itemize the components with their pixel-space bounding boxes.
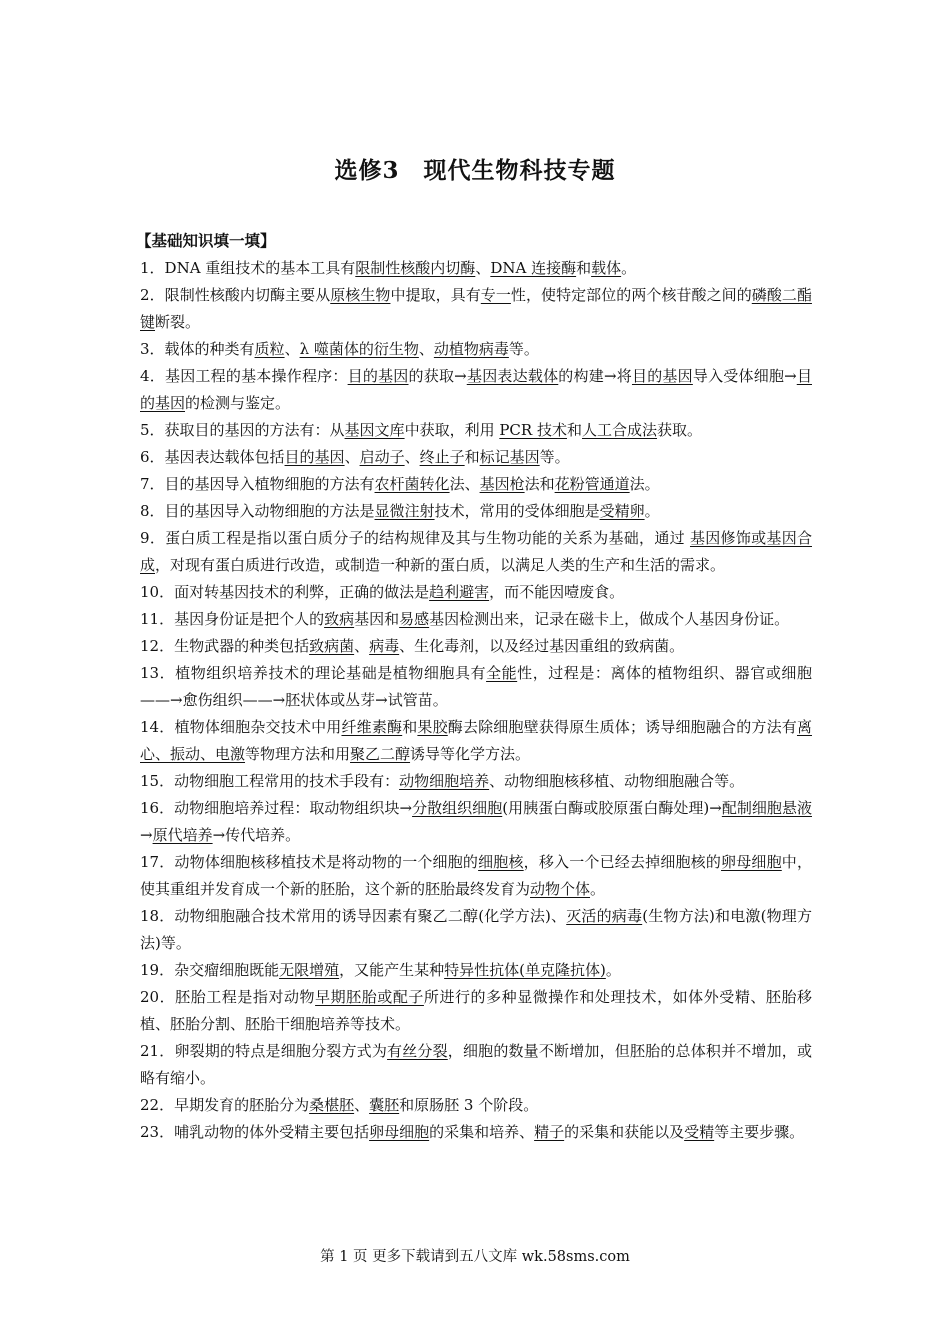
- fill-in-answer: 目的基因: [140, 367, 812, 412]
- item-text: 等。: [508, 340, 539, 358]
- list-item: [140, 768, 812, 795]
- fill-in-answer: 分散组织细胞: [412, 799, 503, 817]
- item-text: 的采集和培养、: [429, 1123, 535, 1141]
- fill-in-answer: DNA 连接酶: [490, 259, 577, 277]
- fill-in-answer: 目的基因: [631, 367, 693, 385]
- item-text: 6．基因表达载体包括: [140, 448, 285, 466]
- fill-in-answer: 动植物病毒: [433, 340, 509, 358]
- item-text: 16．动物细胞培养过程：取动物组织块→: [140, 799, 413, 817]
- item-text: 22．早期发育的胚胎分为: [140, 1096, 310, 1114]
- item-text: 4．基因工程的基本操作程序：: [140, 367, 348, 385]
- item-text: 17．动物体细胞核移植技术是将动物的一个细胞的: [140, 853, 479, 871]
- fill-in-answer: 基因表达载体: [466, 367, 559, 385]
- fill-in-answer: 易感: [399, 610, 430, 628]
- item-text: 、: [475, 259, 491, 277]
- item-text: 的获取→: [408, 367, 467, 385]
- item-text: 断裂。: [155, 313, 201, 331]
- fill-in-answer: 离心、振动、电激: [140, 718, 812, 763]
- item-text: ，又能产生某种: [339, 961, 445, 979]
- item-text: 18．动物细胞融合技术常用的诱导因素有聚乙二醇(化学方法)、: [140, 907, 567, 925]
- fill-in-answer: 细胞核: [478, 853, 524, 871]
- item-text: 。: [621, 259, 637, 277]
- item-text: 12．生物武器的种类包括: [140, 637, 310, 655]
- list-item: [140, 498, 812, 525]
- item-text: 、: [344, 448, 360, 466]
- item-text: 10．面对转基因技术的利弊，正确的做法是: [140, 583, 430, 601]
- list-item: [140, 471, 812, 498]
- fill-in-answer: 质粒: [254, 340, 285, 358]
- item-text: 的采集和获能以及: [564, 1123, 685, 1141]
- fill-in-answer: λ 噬菌体的衍生物: [299, 340, 419, 358]
- fill-in-answer: 标记基因: [479, 448, 540, 466]
- item-text: 和: [566, 421, 582, 439]
- item-text: 。: [590, 880, 606, 898]
- item-text: 、生化毒剂，以及经过基因重组的致病菌。: [399, 637, 685, 655]
- list-item: [140, 255, 812, 282]
- fill-in-answer: 聚乙二醇: [350, 745, 411, 763]
- item-text: 基因检测出来，记录在磁卡上，做成个人基因身份证。: [429, 610, 790, 628]
- fill-in-answer: 早期胚胎或配子: [315, 988, 424, 1006]
- item-text: 21．卵裂期的特点是细胞分裂方式为: [140, 1042, 388, 1060]
- fill-in-answer: 基因文库: [344, 421, 405, 439]
- list-item: [140, 363, 812, 417]
- question-list: [140, 255, 812, 1146]
- fill-in-answer: 目的基因: [284, 448, 345, 466]
- item-text: 中获取，利用: [404, 421, 500, 439]
- list-item: [140, 444, 812, 471]
- item-text: 性，过程是：离体的植物组织、器官或细胞——→愈伤组织——→胚状体或丛芽→试管苗。: [140, 664, 812, 709]
- fill-in-answer: 动物细胞培养: [399, 772, 490, 790]
- fill-in-answer: 全能: [486, 664, 518, 682]
- fill-in-answer: 受精卵: [599, 502, 645, 520]
- fill-in-answer: 动物个体: [530, 880, 591, 898]
- item-text: 7．目的基因导入植物细胞的方法有: [140, 475, 375, 493]
- fill-in-answer: 配制细胞悬液: [721, 799, 812, 817]
- item-text: 技术，常用的受体细胞是: [434, 502, 600, 520]
- list-item: [140, 660, 812, 714]
- list-item: [140, 336, 812, 363]
- list-item: [140, 984, 812, 1038]
- item-text: 。: [605, 961, 621, 979]
- fill-in-answer: 目的基因: [347, 367, 409, 385]
- fill-in-answer: 专一: [480, 286, 511, 304]
- fill-in-answer: 致病菌: [309, 637, 355, 655]
- list-item: [140, 714, 812, 768]
- item-text: 、: [404, 448, 420, 466]
- item-text: 、: [284, 340, 300, 358]
- item-text: 的构建→将: [558, 367, 632, 385]
- list-item: [140, 282, 812, 336]
- fill-in-answer: 基因枪: [479, 475, 525, 493]
- item-text: 3．载体的种类有: [140, 340, 255, 358]
- item-text: ，移入一个已经去掉细胞核的: [523, 853, 722, 871]
- item-text: 23．哺乳动物的体外受精主要包括: [140, 1123, 370, 1141]
- item-text: →传代培养。: [212, 826, 301, 844]
- fill-in-answer: 磷酸二酯键: [140, 286, 812, 331]
- item-text: 9．蛋白质工程是指以蛋白质分子的结构规律及其与生物功能的关系为基础，通过: [140, 529, 690, 547]
- fill-in-answer: 致病: [324, 610, 355, 628]
- list-item: [140, 957, 812, 984]
- fill-in-answer: 基因修饰或基因合成: [140, 529, 812, 574]
- item-text: 、: [418, 340, 434, 358]
- item-text: 。: [644, 502, 660, 520]
- item-text: 性，使特定部位的两个核苷酸之间的: [510, 286, 752, 304]
- item-text: (生物方法)和电激(物理方法)等。: [140, 907, 812, 952]
- item-text: 和: [402, 718, 418, 736]
- item-text: 13．植物组织培养技术的理论基础是植物细胞具有: [140, 664, 487, 682]
- section-header: 【基础知识填一填】: [136, 231, 276, 250]
- item-text: 、: [354, 1096, 370, 1114]
- item-text: 和: [576, 259, 592, 277]
- list-item: [140, 633, 812, 660]
- item-text: 19．杂交瘤细胞既能: [140, 961, 280, 979]
- item-text: (用胰蛋白酶或胶原蛋白酶处理)→: [502, 799, 722, 817]
- list-item: [140, 1038, 812, 1092]
- fill-in-answer: 趋利避害: [429, 583, 490, 601]
- item-text: ，而不能因噎废食。: [489, 583, 625, 601]
- item-text: 法、: [449, 475, 480, 493]
- item-text: 8．目的基因导入动物细胞的方法是: [140, 502, 375, 520]
- item-text: 5．获取目的基因的方法有：从: [140, 421, 345, 439]
- fill-in-answer: 限制性核酸内切酶: [355, 259, 476, 277]
- fill-in-answer: 灭活的病毒: [566, 907, 643, 925]
- fill-in-answer: 有丝分裂: [387, 1042, 448, 1060]
- item-text: 等物理方法和用: [245, 745, 351, 763]
- item-text: 的检测与鉴定。: [185, 394, 291, 412]
- list-item: [140, 1092, 812, 1119]
- fill-in-answer: 花粉管通道: [554, 475, 630, 493]
- fill-in-answer: 人工合成法: [582, 421, 658, 439]
- fill-in-answer: 桑椹胚: [309, 1096, 355, 1114]
- list-item: [140, 579, 812, 606]
- fill-in-answer: 终止子: [419, 448, 465, 466]
- fill-in-answer: 卵母细胞: [721, 853, 782, 871]
- item-text: 和原肠胚 3 个阶段。: [399, 1096, 539, 1114]
- item-text: 14．植物体细胞杂交技术中用: [140, 718, 342, 736]
- item-text: 2．限制性核酸内切酶主要从: [140, 286, 331, 304]
- fill-in-answer: 受精: [684, 1123, 715, 1141]
- item-text: 1．DNA 重组技术的基本工具有: [140, 259, 356, 277]
- fill-in-answer: 原代培养: [152, 826, 213, 844]
- item-text: →: [140, 826, 153, 844]
- item-text: ，对现有蛋白质进行改造，或制造一种新的蛋白质，以满足人类的生产和生活的需求。: [155, 556, 726, 574]
- item-text: 11．基因身份证是把个人的: [140, 610, 325, 628]
- page-title: 选修3 现代生物科技专题: [334, 157, 616, 184]
- fill-in-answer: 纤维素酶: [341, 718, 403, 736]
- item-text: 诱导等化学方法。: [410, 745, 531, 763]
- fill-in-answer: 卵母细胞: [369, 1123, 430, 1141]
- item-text: 、动物细胞核移植、动物细胞融合等。: [489, 772, 745, 790]
- fill-in-answer: 特异性抗体(单克隆抗体): [444, 961, 606, 979]
- item-text: 酶去除细胞壁获得原生质体；诱导细胞融合的方法有: [447, 718, 797, 736]
- list-item: [140, 1119, 812, 1146]
- item-text: 中提取，具有: [390, 286, 481, 304]
- item-text: 获取。: [657, 421, 703, 439]
- fill-in-answer: 载体: [591, 259, 622, 277]
- fill-in-answer: 启动子: [359, 448, 405, 466]
- item-text: 、: [354, 637, 370, 655]
- list-item: [140, 795, 812, 849]
- item-text: 基因和: [354, 610, 400, 628]
- fill-in-answer: 显微注射: [374, 502, 435, 520]
- item-text: 等。: [539, 448, 570, 466]
- fill-in-answer: 原核生物: [330, 286, 391, 304]
- item-text: ，细胞的数量不断增加，但胚胎的总体积并不增加，或略有缩小。: [140, 1042, 812, 1087]
- fill-in-answer: 农杆菌转化: [374, 475, 450, 493]
- fill-in-answer: PCR 技术: [499, 421, 567, 439]
- item-text: 法。: [629, 475, 660, 493]
- item-text: 中，使其重组并发育成一个新的胚胎，这个新的胚胎最终发育为: [140, 853, 812, 898]
- list-item: [140, 903, 812, 957]
- fill-in-answer: 囊胚: [369, 1096, 400, 1114]
- item-text: 15．动物细胞工程常用的技术手段有：: [140, 772, 400, 790]
- item-text: 和: [464, 448, 480, 466]
- item-text: 等主要步骤。: [714, 1123, 805, 1141]
- fill-in-answer: 无限增殖: [279, 961, 340, 979]
- fill-in-answer: 精子: [534, 1123, 565, 1141]
- item-text: 导入受体细胞→: [692, 367, 797, 385]
- item-text: 法和: [524, 475, 555, 493]
- item-text: 所进行的多种显微操作和处理技术，如体外受精、胚胎移植、胚胎分割、胚胎干细胞培养等技术。: [140, 988, 812, 1033]
- list-item: [140, 606, 812, 633]
- item-text: 20．胚胎工程是指对动物: [140, 988, 316, 1006]
- fill-in-answer: 病毒: [369, 637, 400, 655]
- list-item: [140, 849, 812, 903]
- fill-in-answer: 果胶: [417, 718, 448, 736]
- page-footer: 第 1 页 更多下载请到五八文库 wk.58sms.com: [320, 1249, 630, 1265]
- list-item: [140, 525, 812, 579]
- list-item: [140, 417, 812, 444]
